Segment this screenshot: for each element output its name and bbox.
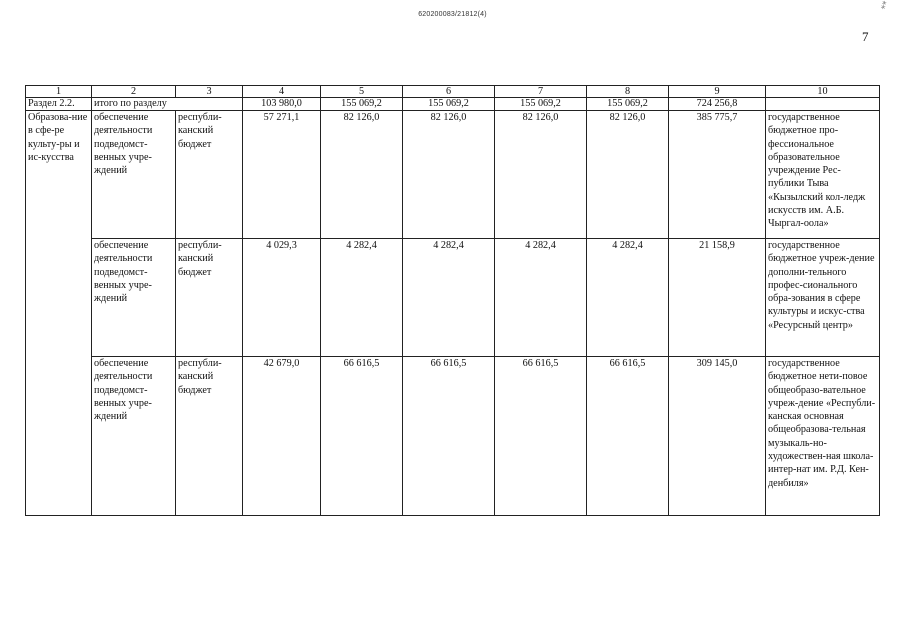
- measure-cell: обеспечение деятельности подведомст-венных учре-ждений: [92, 239, 176, 357]
- total-executor-cell: [766, 98, 880, 111]
- value-cell: 4 282,4: [321, 239, 403, 357]
- header-cell: 2: [92, 86, 176, 98]
- page-number: 7: [862, 29, 869, 44]
- document-id: 620200083/21812(4): [418, 11, 487, 18]
- value-cell: 66 616,5: [587, 357, 669, 516]
- executor-cell: государственное бюджетное учреж-дение дополни-тельного профес-сионального обра-зования в сфере культуры и искус-ства «Ресурсный центр»: [766, 239, 880, 357]
- header-cell: 10: [766, 86, 880, 98]
- section-label: Раздел 2.2.: [26, 98, 92, 111]
- corner-mark: ⁑: [879, 1, 887, 13]
- executor-cell: государственное бюджетное про-фессиональное образовательное учреждение Рес-публики Тыва «Кызылский кол-ледж искусств им. А.Б. Чыргал-оола»: [766, 111, 880, 239]
- section-total-label: итого по разделу: [92, 98, 243, 111]
- value-cell: 385 775,7: [669, 111, 766, 239]
- total-value: 155 069,2: [495, 98, 587, 111]
- value-cell: 82 126,0: [495, 111, 587, 239]
- source-cell: республи-канский бюджет: [176, 239, 243, 357]
- value-cell: 82 126,0: [403, 111, 495, 239]
- value-cell: 57 271,1: [243, 111, 321, 239]
- value-cell: 66 616,5: [403, 357, 495, 516]
- value-cell: 66 616,5: [495, 357, 587, 516]
- total-value: 103 980,0: [243, 98, 321, 111]
- header-cell: 7: [495, 86, 587, 98]
- section-total-row: [26, 98, 880, 111]
- value-cell: 4 282,4: [403, 239, 495, 357]
- header-cell: 9: [669, 86, 766, 98]
- value-cell: 4 282,4: [587, 239, 669, 357]
- budget-table: [25, 85, 880, 516]
- total-value: 155 069,2: [403, 98, 495, 111]
- value-cell: 21 158,9: [669, 239, 766, 357]
- table-row: [26, 111, 880, 239]
- header-cell: 4: [243, 86, 321, 98]
- value-cell: 309 145,0: [669, 357, 766, 516]
- value-cell: 82 126,0: [587, 111, 669, 239]
- executor-cell: государственное бюджетное нети-повое общеобразо-вательное учреж-дение «Республи-канская основная общеобразова-тельная музыкаль-но-художествен-ная школа-интер-нат им. Р.Д. Кен-денбиля»: [766, 357, 880, 516]
- source-cell: республи-канский бюджет: [176, 111, 243, 239]
- source-cell: республи-канский бюджет: [176, 357, 243, 516]
- value-cell: 4 029,3: [243, 239, 321, 357]
- header-cell: 1: [26, 86, 92, 98]
- header-cell: 3: [176, 86, 243, 98]
- table-row: [26, 239, 880, 357]
- value-cell: 66 616,5: [321, 357, 403, 516]
- value-cell: 4 282,4: [495, 239, 587, 357]
- header-cell: 6: [403, 86, 495, 98]
- header-cell: 8: [587, 86, 669, 98]
- header-cell: 5: [321, 86, 403, 98]
- measure-cell: обеспечение деятельности подведомст-венных учре-ждений: [92, 111, 176, 239]
- value-cell: 82 126,0: [321, 111, 403, 239]
- header-row: [26, 86, 880, 98]
- value-cell: 42 679,0: [243, 357, 321, 516]
- measure-cell: обеспечение деятельности подведомст-венных учре-ждений: [92, 357, 176, 516]
- total-value: 155 069,2: [587, 98, 669, 111]
- total-value: 155 069,2: [321, 98, 403, 111]
- section-name: Образова-ние в сфе-ре культу-ры и ис-кусства: [26, 111, 92, 516]
- table-row: [26, 357, 880, 516]
- total-value: 724 256,8: [669, 98, 766, 111]
